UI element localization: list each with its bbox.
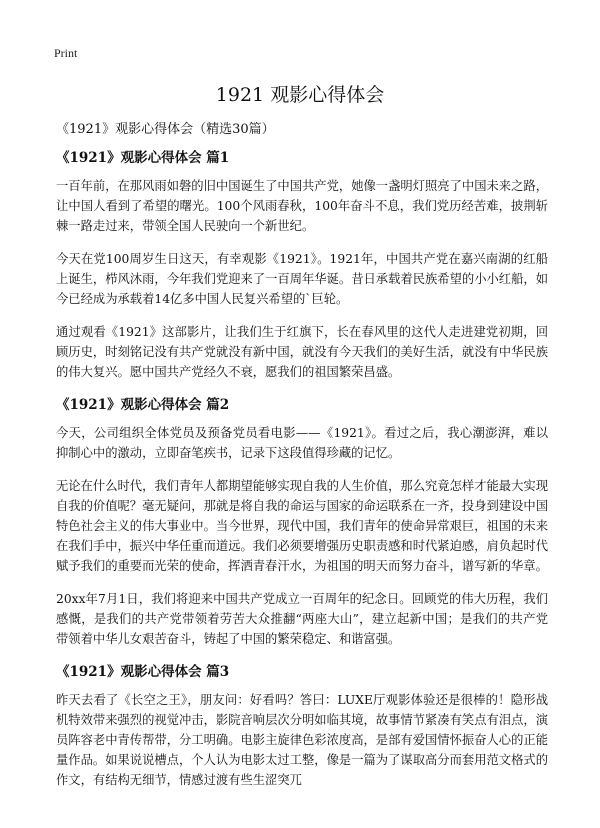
paragraph: 今天在党100周岁生日这天，有幸观影《1921》。1921年，中国共产党在嘉兴南湖的红船上诞生，栉风沐雨，今年我们党迎来了一百周年华诞。昔日承载着民族希望的小小红船，如今已经成为承载着14亿多中国人民复兴希望的`巨轮。 — [56, 252, 548, 306]
paragraph: 无论在什么时代，我们青年人都期望能够实现自我的人生价值，那么究竟怎样才能最大实现自我的价值呢？毫无疑问，那就是将自我的命运与国家的命运联系在一齐，投身到建设中国特色社会主义的伟大事业中。当今世界，现代中国，我们青年的使命异常艰巨，祖国的未来在我们手中，振兴中华任重而道远。我们必须要增强历史职责感和时代紧迫感，肩负起时代赋予我们的重要而光荣的使命，挥洒青春汗水，为祖国的明天而努力奋斗，谱写新的华章。 — [56, 479, 548, 573]
section-3 — [56, 662, 548, 790]
document-subtitle: 《1921》观影心得体会（精选30篇） — [56, 122, 275, 137]
paragraph: 昨天去看了《长空之王》，朋友问：好看吗？答曰：LUXE厅观影体验还是很棒的！隐形战机特效带来强烈的视觉冲击，影院音响层次分明如临其境，故事情节紧凑有笑点有泪点，演员阵容老中青传帮带，分工明确。电影主旋律色彩浓度高，是部有爱国情怀振奋人心的正能量作品。如果说说槽点，个人认为电影太过工整，像是一篇为了谋取高分而套用范文格式的作文，有结构无细节，情感过渡有些生涩突兀 — [56, 693, 548, 787]
page-title: 1921 观影心得体会 — [215, 84, 385, 106]
section-1 — [56, 148, 548, 382]
section-heading: 《1921》观影心得体会 篇3 — [56, 664, 230, 680]
section-heading: 《1921》观影心得体会 篇1 — [56, 150, 230, 166]
paragraph: 通过观看《1921》这部影片，让我们生于红旗下，长在春风里的这代人走进建党初期，回顾历史，时刻铭记没有共产党就没有新中国，就没有今天我们的美好生活，就没有中华民族的伟大复兴。愿中国共产党经久不衰，愿我们的祖国繁荣昌盛。 — [56, 325, 548, 379]
paragraph: 一百年前，在那风雨如磐的旧中国诞生了中国共产党，她像一盏明灯照亮了中国未来之路，让中国人看到了希望的曙光。100个风雨春秋，100年奋斗不息，我们党历经苦难，披荆斩棘一路走过来，带领全国人民驶向一个新世纪。 — [56, 179, 548, 233]
paragraph: 20xx年7月1日，我们将迎来中国共产党成立一百周年的纪念日。回顾党的伟大历程，我们感慨，是我们的共产党带领着劳苦大众推翻“两座大山”，建立起新中国；是我们的共产党带领着中华儿女艰苦奋斗，铸起了中国的繁荣稳定、和谐富强。 — [56, 592, 548, 646]
document-body — [56, 120, 548, 803]
paragraph: 今天，公司组织全体党员及预备党员看电影——《1921》。看过之后，我心潮澎湃，难以抑制心中的激动，立即奋笔疾书，记录下这段值得珍藏的记忆。 — [56, 426, 548, 460]
print-link[interactable]: Print — [54, 46, 78, 60]
section-heading: 《1921》观影心得体会 篇2 — [56, 397, 230, 413]
section-2 — [56, 395, 548, 649]
